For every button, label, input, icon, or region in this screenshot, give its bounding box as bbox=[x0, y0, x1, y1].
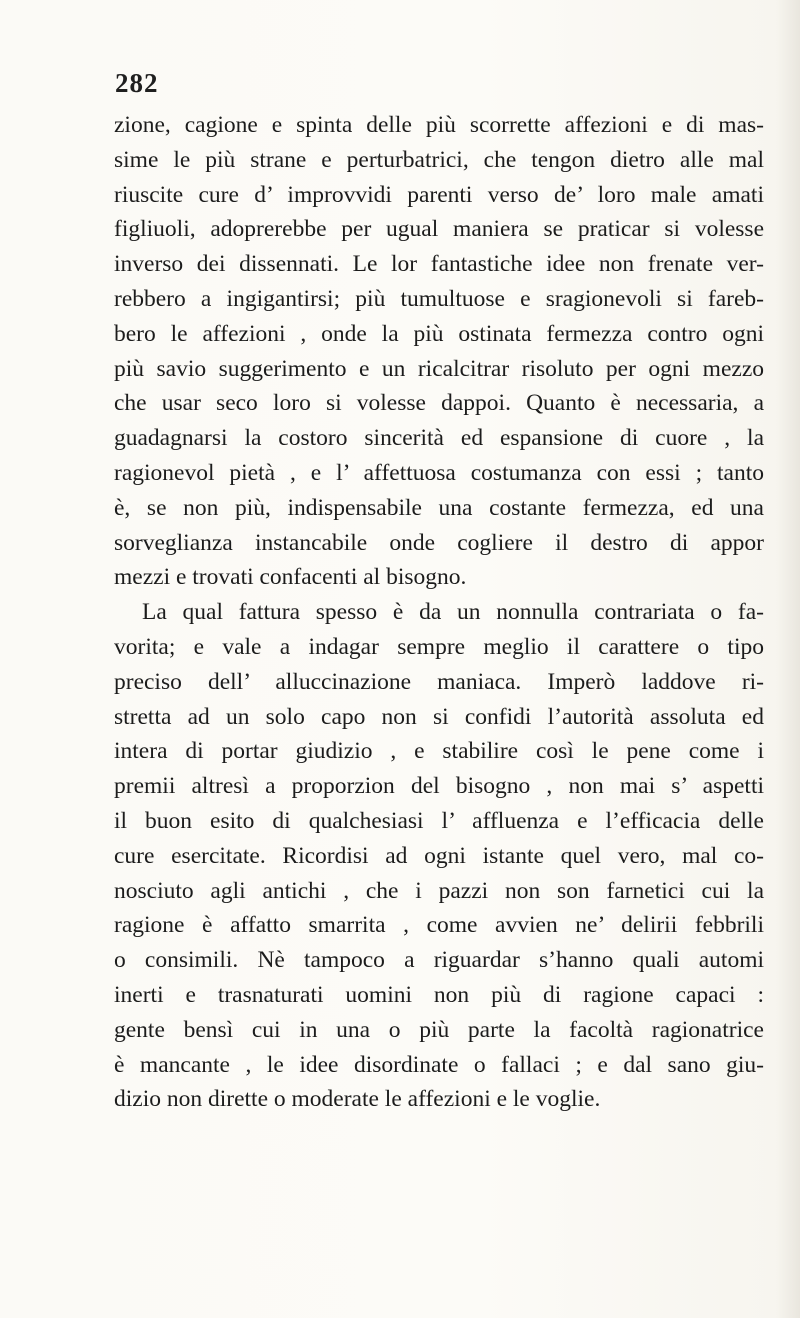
paragraph-first-line: La qual fattura spesso è da un nonnulla contrariata o fa- bbox=[142, 599, 764, 626]
paragraph-last-line: mezzi e trovati confacenti al bisogno. bbox=[114, 564, 467, 591]
text-line: intera di portar giudizio , e stabilire così le pene come i bbox=[114, 738, 764, 765]
text-line: zione, cagione e spinta delle più scorrette affezioni e di mas- bbox=[114, 112, 764, 138]
text-line: o consimili. Nè tampoco a riguardar s’hanno quali automi bbox=[114, 947, 764, 974]
text-line: più savio suggerimento e un ricalcitrar risoluto per ogni mezzo bbox=[114, 355, 764, 382]
text-line: guadagnarsi la costoro sincerità ed espansione di cuore , la bbox=[114, 425, 764, 452]
text-line: ragionevol pietà , e l’ affettuosa costumanza con essi ; tanto bbox=[114, 459, 764, 486]
page-number: 282 bbox=[115, 68, 159, 98]
text-line: preciso dell’ alluccinazione maniaca. Imperò laddove ri- bbox=[114, 668, 764, 695]
text-line: inerti e trasnaturati uomini non più di ragione capaci : bbox=[114, 981, 764, 1008]
paragraph-last-line: dizio non dirette o moderate le affezioni e le voglie. bbox=[114, 1086, 601, 1113]
text-line: ragione è affatto smarrita , come avvien ne’ delirii febbrili bbox=[114, 912, 764, 939]
text-line: è, se non più, indispensabile una costante fermezza, ed una bbox=[114, 494, 764, 521]
text-line: riuscite cure d’ improvvidi parenti verso de’ loro male amati bbox=[114, 181, 764, 208]
text-line: il buon esito di qualchesiasi l’ affluenza e l’efficacia delle bbox=[114, 807, 764, 834]
text-line: figliuoli, adoprerebbe per ugual maniera se praticar si volesse bbox=[114, 216, 764, 243]
text-line: gente bensì cui in una o più parte la facoltà ragionatrice bbox=[114, 1016, 764, 1043]
text-line: nosciuto agli antichi , che i pazzi non son farnetici cui la bbox=[114, 877, 764, 904]
text-line: è mancante , le idee disordinate o fallaci ; e dal sano giu- bbox=[114, 1051, 764, 1078]
text-line: cure esercitate. Ricordisi ad ogni istante quel vero, mal co- bbox=[114, 842, 764, 869]
text-line: vorita; e vale a indagar sempre meglio il carattere o tipo bbox=[114, 633, 764, 660]
text-line: inverso dei dissennati. Le lor fantastiche idee non frenate ver- bbox=[114, 251, 764, 278]
text-line: che usar seco loro si volesse dappoi. Quanto è necessaria, a bbox=[114, 390, 764, 417]
text-line: premii altresì a proporzion del bisogno , non mai s’ aspetti bbox=[114, 773, 764, 800]
body-text bbox=[114, 108, 764, 1117]
text-line: sorveglianza instancabile onde cogliere il destro di appor bbox=[114, 529, 764, 556]
text-line: bero le affezioni , onde la più ostinata fermezza contro ogni bbox=[114, 320, 764, 347]
text-line: sime le più strane e perturbatrici, che tengon dietro alle mal bbox=[114, 146, 764, 173]
text-line: stretta ad un solo capo non si confidi l’autorità assoluta ed bbox=[114, 703, 764, 730]
text-line: rebbero a ingigantirsi; più tumultuose e sragionevoli si fareb- bbox=[114, 285, 764, 312]
